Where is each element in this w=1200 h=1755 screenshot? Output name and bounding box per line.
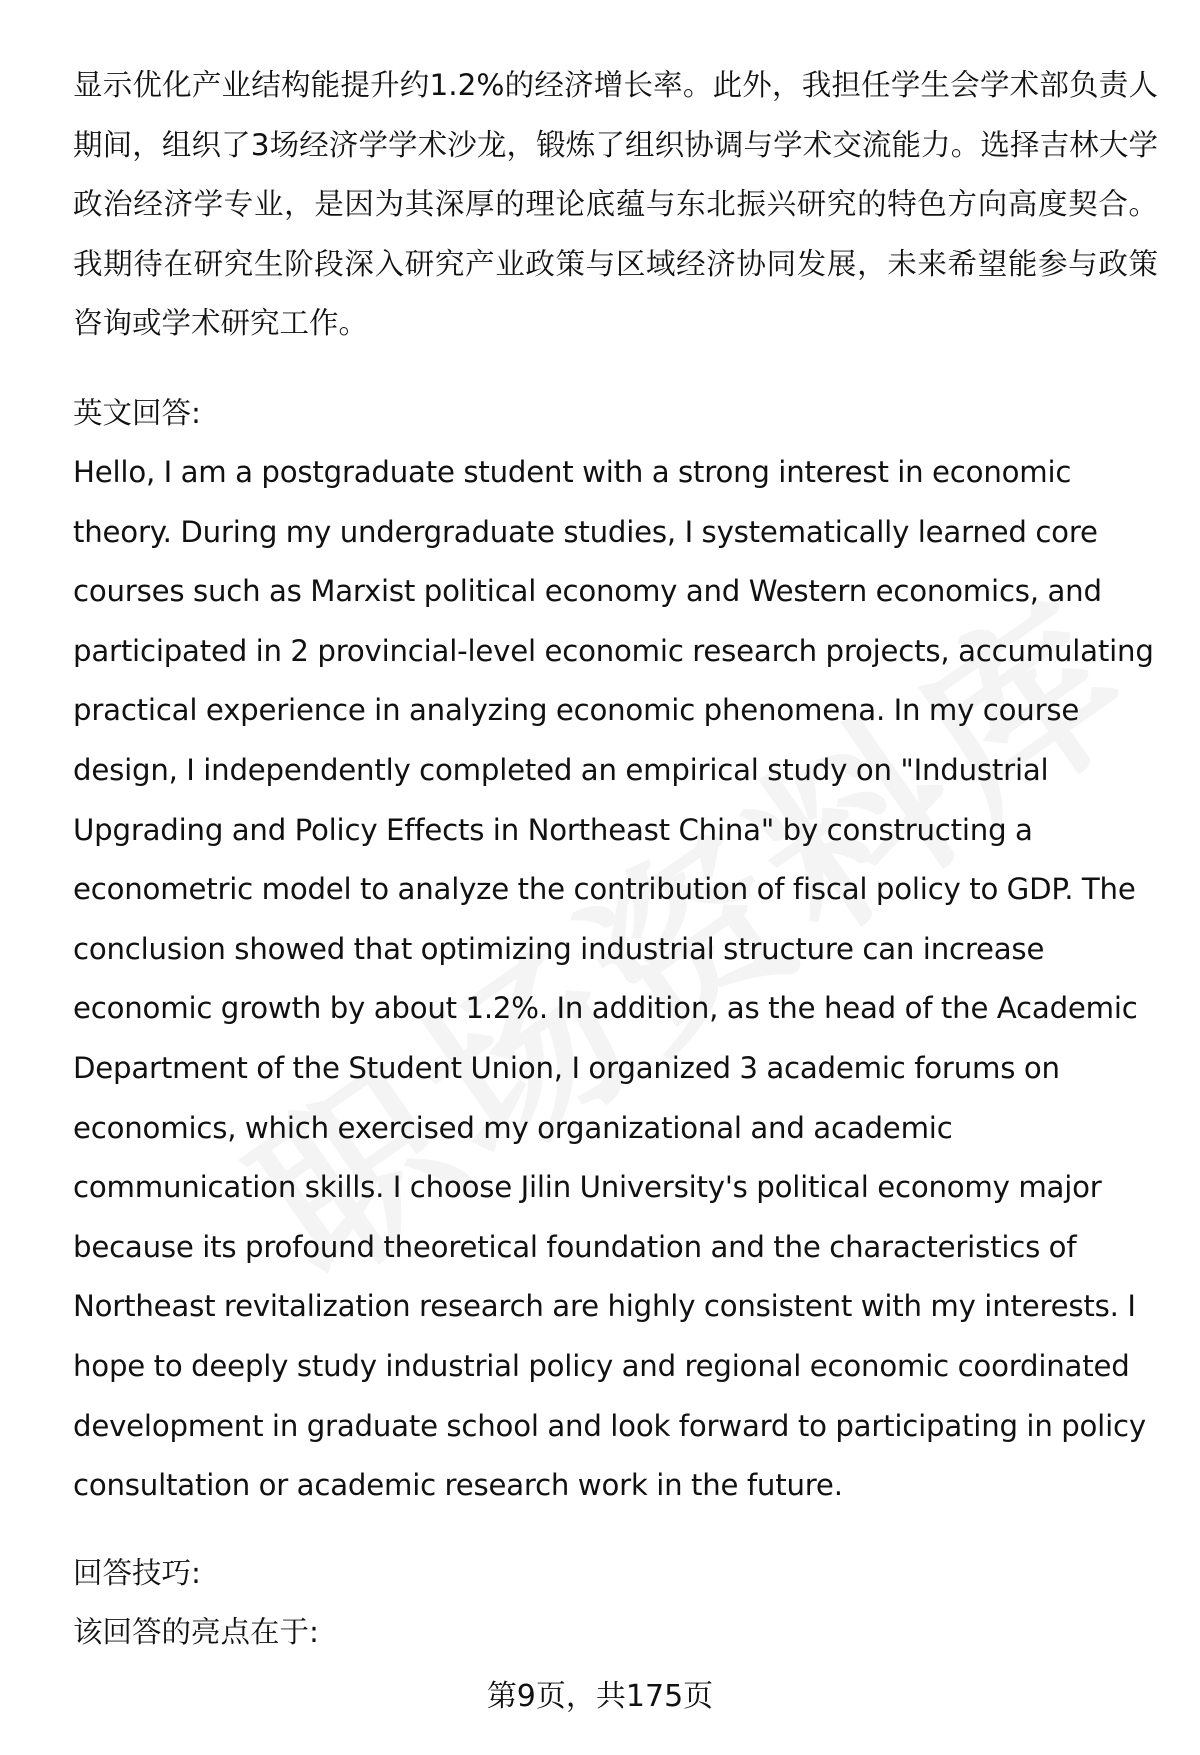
document-content xyxy=(73,56,1158,1663)
answer-highlights-label: 该回答的亮点在于: xyxy=(73,1615,319,1650)
english-answer-paragraph: Hello, I am a postgraduate student with a strong interest in economic theory. During my undergraduate studies, I systematically learned core courses such as Marxist political economy and Western economics, and participated in 2 provincial-level economic research projects, accumulating practical experience in analyzing economic phenomena. In my course design, I independently completed an empirical study on "Industrial Upgrading and Policy Effects in Northeast China" by constructing a econometric model to analyze the contribution of fiscal policy to GDP. The conclusion showed that optimizing industrial structure can increase economic growth by about 1.2%. In addition, as the head of the Academic Department of the Student Union, I organized 3 academic forums on economics, which exercised my organizational and academic communication skills. I choose Jilin University's political economy major because its profound theoretical foundation and the characteristics of Northeast revitalization research are highly consistent with my interests. I hope to deeply study industrial policy and regional economic coordinated development in graduate school and look forward to participating in policy consultation or academic research work in the future. xyxy=(73,455,1154,1503)
english-answer-label: 英文回答: xyxy=(73,395,201,430)
answer-tips-label: 回答技巧: xyxy=(73,1555,201,1590)
page-number: 第9页，共175页 xyxy=(486,1679,714,1714)
chinese-answer-paragraph: 显示优化产业结构能提升约1.2%的经济增长率。此外，我担任学生会学术部负责人期间，组织了3场经济学学术沙龙，锻炼了组织协调与学术交流能力。选择吉林大学政治经济学专业，是因为其深厚的理论底蕴与东北振兴研究的特色方向高度契合。我期待在研究生阶段深入研究产业政策与区域经济协同发展，未来希望能参与政策咨询或学术研究工作。 xyxy=(73,68,1158,340)
